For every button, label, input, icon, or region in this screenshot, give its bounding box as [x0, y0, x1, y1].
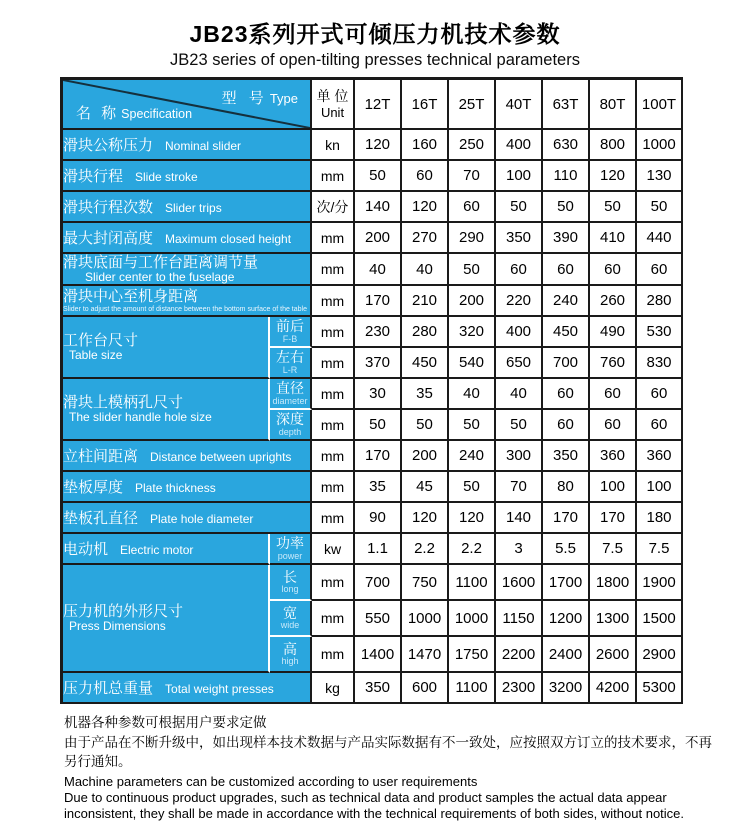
model-column-header: 16T: [402, 80, 449, 130]
unit-cell: mm: [312, 223, 355, 254]
value-cell: 450: [402, 348, 449, 379]
spec-label-en: The slider handle hole size: [69, 410, 212, 425]
spec-label-cell: [63, 441, 312, 472]
sub-label-zh: 高: [283, 640, 297, 657]
spec-label-zh: 压力机总重量: [63, 680, 154, 698]
spec-label-zh: 滑块上模柄孔尺寸: [63, 394, 184, 412]
spec-label-cell: [63, 254, 312, 286]
footer-notes: [64, 713, 719, 821]
spec-row: [63, 161, 683, 192]
model-column-header: 100T: [637, 80, 683, 130]
model-column-header: 40T: [496, 80, 543, 130]
footer-note-zh-2: 由于产品在不断升级中，如出现样本技术数据与产品实际数据有不一致处，应按照双方订立的技术要求，不再另行通知。: [64, 734, 712, 769]
value-cell: 30: [355, 379, 402, 410]
spec-label-zh: 垫板孔直径: [63, 510, 139, 528]
value-cell: 270: [402, 223, 449, 254]
value-cell: 280: [402, 317, 449, 348]
value-cell: 360: [637, 441, 683, 472]
value-cell: 1000: [402, 601, 449, 637]
value-cell: 170: [543, 503, 590, 534]
value-cell: 120: [355, 130, 402, 161]
model-column-header: 63T: [543, 80, 590, 130]
sub-label-cell: [270, 534, 312, 565]
value-cell: 1700: [543, 565, 590, 601]
spec-label-en: Distance between uprights: [150, 450, 292, 465]
value-cell: 60: [449, 192, 496, 223]
spec-row: [63, 130, 683, 161]
spec-label-cell: [63, 503, 312, 534]
value-cell: 1100: [449, 565, 496, 601]
spec-row: [63, 441, 683, 472]
value-cell: 70: [449, 161, 496, 192]
value-cell: 7.5: [590, 534, 637, 565]
spec-label-zh: 垫板厚度: [63, 479, 124, 497]
value-cell: 1800: [590, 565, 637, 601]
spec-row: [63, 192, 683, 223]
spec-label-en: Nominal slider: [165, 139, 242, 153]
value-cell: 440: [637, 223, 683, 254]
unit-cell: mm: [312, 161, 355, 192]
sub-label-en: depth: [278, 426, 302, 437]
value-cell: 600: [402, 673, 449, 704]
value-cell: 170: [355, 286, 402, 317]
sub-label-cell: [270, 410, 312, 441]
value-cell: 1000: [449, 601, 496, 637]
value-cell: 80: [543, 472, 590, 503]
unit-cell: mm: [312, 637, 355, 673]
value-cell: 3: [496, 534, 543, 565]
spec-label-cell: [63, 130, 312, 161]
value-cell: 1750: [449, 637, 496, 673]
value-cell: 60: [496, 254, 543, 286]
spec-label-cell: [63, 534, 270, 565]
unit-cell: kn: [312, 130, 355, 161]
unit-header-zh: 单 位: [316, 87, 349, 104]
value-cell: 40: [496, 379, 543, 410]
value-cell: 200: [449, 286, 496, 317]
footer-note-en-1: Machine parameters can be customized according to user requirements: [64, 773, 478, 789]
value-cell: 2.2: [449, 534, 496, 565]
value-cell: 350: [496, 223, 543, 254]
spec-label-en: Total weight presses: [165, 682, 274, 697]
value-cell: 2400: [543, 637, 590, 673]
sub-label-zh: 直径: [276, 380, 304, 397]
value-cell: 1900: [637, 565, 683, 601]
value-cell: 140: [496, 503, 543, 534]
value-cell: 50: [543, 192, 590, 223]
sub-label-cell: [270, 348, 312, 379]
corner-name-en: Specification: [121, 107, 193, 121]
unit-cell: mm: [312, 317, 355, 348]
spec-sheet-page: [0, 16, 750, 821]
value-cell: 35: [402, 379, 449, 410]
unit-cell: mm: [312, 472, 355, 503]
value-cell: 50: [637, 192, 683, 223]
corner-type-en: Type: [269, 91, 298, 106]
value-cell: 4200: [590, 673, 637, 704]
value-cell: 60: [637, 410, 683, 441]
value-cell: 1100: [449, 673, 496, 704]
spec-label-cell: [63, 161, 312, 192]
value-cell: 280: [637, 286, 683, 317]
model-column-header: 25T: [449, 80, 496, 130]
spec-label-en: Press Dimensions: [69, 619, 166, 634]
value-cell: 320: [449, 317, 496, 348]
value-cell: 1470: [402, 637, 449, 673]
value-cell: 40: [402, 254, 449, 286]
value-cell: 410: [590, 223, 637, 254]
spec-label-zh: 最大封闭高度: [63, 230, 154, 247]
sub-label-en: wide: [280, 620, 300, 631]
value-cell: 260: [590, 286, 637, 317]
value-cell: 370: [355, 348, 402, 379]
corner-type-zh: 型 号: [221, 90, 268, 107]
sub-label-zh: 长: [283, 568, 297, 585]
spec-row: [63, 379, 683, 410]
spec-label-cell: [63, 565, 270, 673]
value-cell: 1000: [637, 130, 683, 161]
spec-label-zh: 滑块行程: [63, 168, 124, 185]
spec-row: [63, 286, 683, 317]
spec-label-zh: 工作台尺寸: [63, 332, 139, 350]
spec-row: [63, 254, 683, 286]
unit-cell: mm: [312, 348, 355, 379]
value-cell: 7.5: [637, 534, 683, 565]
spec-label-en: Table size: [69, 348, 123, 363]
value-cell: 50: [402, 410, 449, 441]
spec-row: [63, 673, 683, 704]
spec-label-cell: [63, 472, 312, 503]
value-cell: 60: [543, 254, 590, 286]
value-cell: 60: [590, 410, 637, 441]
value-cell: 250: [449, 130, 496, 161]
value-cell: 2200: [496, 637, 543, 673]
value-cell: 390: [543, 223, 590, 254]
sub-label-zh: 功率: [276, 535, 304, 552]
value-cell: 1150: [496, 601, 543, 637]
spec-label-cell: [63, 192, 312, 223]
spec-label-zh: 滑块公称压力: [63, 137, 154, 154]
value-cell: 2600: [590, 637, 637, 673]
value-cell: 60: [402, 161, 449, 192]
value-cell: 70: [496, 472, 543, 503]
value-cell: 45: [402, 472, 449, 503]
spec-label-zh: 电动机: [63, 541, 109, 559]
unit-cell: mm: [312, 254, 355, 286]
value-cell: 300: [496, 441, 543, 472]
value-cell: 700: [355, 565, 402, 601]
unit-cell: mm: [312, 286, 355, 317]
value-cell: 120: [402, 192, 449, 223]
spec-row: [63, 317, 683, 348]
sub-label-zh: 宽: [283, 604, 297, 621]
footer-note-en-2: Due to continuous product upgrades, such as technical data and product samples the actual data appear inconsistent, they shall be made in accordance with the technical requirements of both sides, without notice.: [64, 789, 685, 821]
spec-label-cell: [63, 379, 270, 441]
value-cell: 400: [496, 317, 543, 348]
value-cell: 110: [543, 161, 590, 192]
value-cell: 530: [637, 317, 683, 348]
value-cell: 50: [355, 410, 402, 441]
spec-label-zh: 滑块行程次数: [63, 199, 154, 216]
spec-label-en: Plate hole diameter: [150, 512, 254, 527]
sub-label-zh: 左右: [276, 349, 304, 366]
value-cell: 240: [543, 286, 590, 317]
value-cell: 35: [355, 472, 402, 503]
unit-cell: kg: [312, 673, 355, 704]
value-cell: 220: [496, 286, 543, 317]
value-cell: 290: [449, 223, 496, 254]
value-cell: 350: [543, 441, 590, 472]
sub-label-cell: [270, 317, 312, 348]
value-cell: 60: [590, 379, 637, 410]
value-cell: 2.2: [402, 534, 449, 565]
value-cell: 760: [590, 348, 637, 379]
sub-label-zh: 深度: [276, 411, 304, 428]
unit-cell: mm: [312, 441, 355, 472]
sub-label-cell: [270, 637, 312, 673]
value-cell: 60: [590, 254, 637, 286]
value-cell: 1600: [496, 565, 543, 601]
sub-label-en: power: [277, 550, 303, 561]
unit-cell: kw: [312, 534, 355, 565]
unit-cell: mm: [312, 565, 355, 601]
spec-table: [60, 77, 683, 704]
sub-label-cell: [270, 601, 312, 637]
value-cell: 60: [543, 379, 590, 410]
sub-label-en: high: [281, 656, 299, 667]
spec-label-en: Slider trips: [165, 201, 222, 215]
value-cell: 100: [590, 472, 637, 503]
value-cell: 1500: [637, 601, 683, 637]
spec-label-en: Electric motor: [120, 543, 194, 558]
sub-label-cell: [270, 565, 312, 601]
value-cell: 140: [355, 192, 402, 223]
spec-label-en: Slide stroke: [135, 170, 198, 184]
value-cell: 180: [637, 503, 683, 534]
value-cell: 40: [355, 254, 402, 286]
value-cell: 50: [496, 192, 543, 223]
value-cell: 60: [637, 379, 683, 410]
value-cell: 1.1: [355, 534, 402, 565]
corner-name-zh: 名 称: [76, 105, 120, 122]
spec-label-en: Slider center to the fuselage: [85, 270, 235, 285]
value-cell: 350: [355, 673, 402, 704]
value-cell: 120: [590, 161, 637, 192]
unit-column-header: [312, 80, 355, 130]
spec-label-en: Maximum closed height: [165, 232, 292, 246]
corner-name-label: [76, 102, 192, 123]
sub-label-en: diameter: [272, 395, 308, 406]
sub-label-en: long: [281, 584, 299, 595]
value-cell: 750: [402, 565, 449, 601]
page-subtitle: JB23 series of open-tilting presses technical parameters: [170, 51, 580, 69]
value-cell: 170: [590, 503, 637, 534]
value-cell: 170: [355, 441, 402, 472]
value-cell: 650: [496, 348, 543, 379]
value-cell: 540: [449, 348, 496, 379]
table-corner-cell: [63, 80, 312, 130]
spec-row: [63, 565, 683, 601]
value-cell: 100: [496, 161, 543, 192]
value-cell: 40: [449, 379, 496, 410]
value-cell: 50: [449, 254, 496, 286]
spec-label-zh: 滑块底面与工作台距离调节量: [63, 254, 259, 271]
spec-label-cell: [63, 317, 270, 379]
value-cell: 830: [637, 348, 683, 379]
table-header-row: [63, 80, 683, 130]
value-cell: 5300: [637, 673, 683, 704]
unit-cell: mm: [312, 601, 355, 637]
sub-label-cell: [270, 379, 312, 410]
value-cell: 90: [355, 503, 402, 534]
value-cell: 800: [590, 130, 637, 161]
value-cell: 1300: [590, 601, 637, 637]
model-column-header: 80T: [590, 80, 637, 130]
value-cell: 120: [402, 503, 449, 534]
unit-cell: 次/分: [312, 192, 355, 223]
value-cell: 200: [355, 223, 402, 254]
sub-label-en: F-B: [282, 333, 298, 344]
value-cell: 50: [449, 410, 496, 441]
spec-label-cell: [63, 286, 312, 317]
unit-cell: mm: [312, 410, 355, 441]
value-cell: 550: [355, 601, 402, 637]
footer-note-zh-1: 机器各种参数可根据用户要求定做: [64, 715, 267, 731]
spec-row: [63, 503, 683, 534]
value-cell: 1400: [355, 637, 402, 673]
unit-header-en: Unit: [320, 104, 345, 120]
spec-row: [63, 472, 683, 503]
value-cell: 230: [355, 317, 402, 348]
corner-type-label: [222, 87, 298, 108]
spec-label-zh: 立柱间距离: [63, 448, 139, 466]
value-cell: 1200: [543, 601, 590, 637]
value-cell: 120: [449, 503, 496, 534]
value-cell: 50: [590, 192, 637, 223]
value-cell: 700: [543, 348, 590, 379]
value-cell: 630: [543, 130, 590, 161]
value-cell: 360: [590, 441, 637, 472]
value-cell: 60: [637, 254, 683, 286]
spec-label-en: Slider to adjust the amount of distance between the bottom surface of the table: [63, 305, 307, 313]
sub-label-en: L-R: [282, 364, 298, 375]
spec-label-zh: 滑块中心至机身距离: [63, 288, 199, 306]
sub-label-zh: 前后: [276, 318, 304, 335]
value-cell: 210: [402, 286, 449, 317]
value-cell: 130: [637, 161, 683, 192]
value-cell: 50: [449, 472, 496, 503]
unit-cell: mm: [312, 379, 355, 410]
value-cell: 450: [543, 317, 590, 348]
spec-row: [63, 534, 683, 565]
value-cell: 50: [496, 410, 543, 441]
value-cell: 160: [402, 130, 449, 161]
unit-cell: mm: [312, 503, 355, 534]
value-cell: 3200: [543, 673, 590, 704]
value-cell: 2300: [496, 673, 543, 704]
spec-label-zh: 压力机的外形尺寸: [63, 603, 184, 621]
value-cell: 490: [590, 317, 637, 348]
value-cell: 50: [355, 161, 402, 192]
value-cell: 200: [402, 441, 449, 472]
model-column-header: 12T: [355, 80, 402, 130]
spec-label-cell: [63, 223, 312, 254]
spec-label-en: Plate thickness: [135, 481, 216, 496]
value-cell: 2900: [637, 637, 683, 673]
value-cell: 60: [543, 410, 590, 441]
page-title: JB23系列开式可倾压力机技术参数: [189, 21, 561, 47]
value-cell: 100: [637, 472, 683, 503]
value-cell: 5.5: [543, 534, 590, 565]
value-cell: 240: [449, 441, 496, 472]
spec-label-cell: [63, 673, 312, 704]
spec-row: [63, 223, 683, 254]
value-cell: 400: [496, 130, 543, 161]
